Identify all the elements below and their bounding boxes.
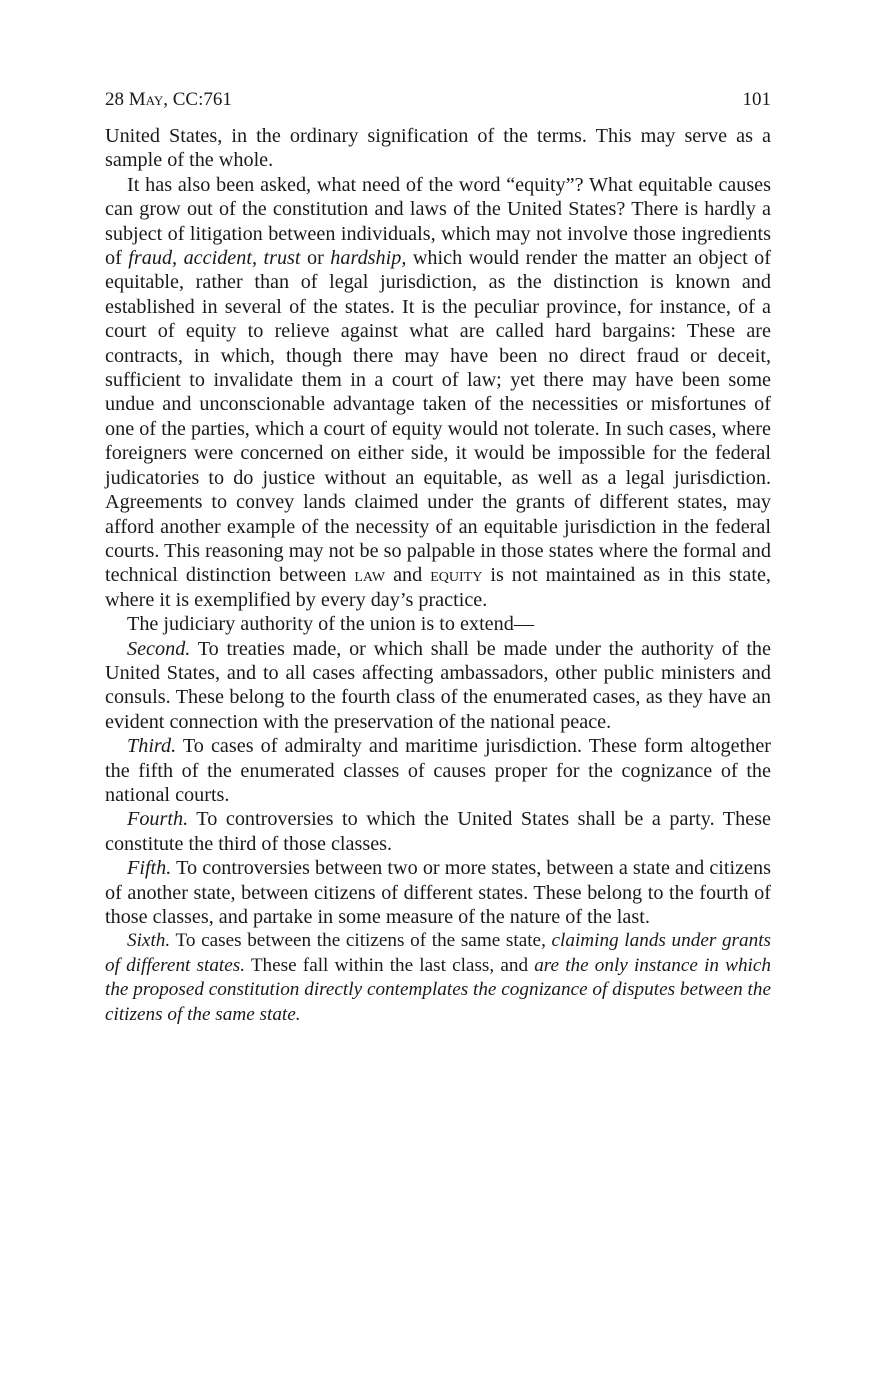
paragraph-judiciary [105, 612, 771, 636]
header-date: 28 [105, 89, 129, 110]
paragraph-text: and [385, 564, 431, 587]
paragraph-text: To treaties made, or which shall be made under the authority of the United States, and to all cases affecting ambassadors, other public ministers and consuls. These belong to the fourth class of the enumerated cases, as they have an evident connection with the preservation of the national peace. [105, 637, 771, 733]
small-caps-term: equity [430, 564, 483, 587]
italic-phrase: hardship, [330, 247, 407, 270]
paragraph-text: It has also been asked, what need of the word “equity”? What equitable causes can grow out of the constitution and laws of the United States? There is hardly a subject of litigation between individuals, which may not involve those ingredients of [105, 173, 771, 270]
paragraph-second [105, 637, 771, 735]
paragraph-text: or [300, 247, 331, 270]
page-number: 101 [742, 89, 771, 110]
paragraph-text: To controversies between two or more states, between a state and citizens of another state, between citizens of different states. These belong to the fourth of those classes, and partake in some measure of the nature of the last. [105, 857, 771, 928]
paragraph-text: To cases of admiralty and maritime jurisdiction. These form altogether the fifth of the enumerated classes of causes proper for the cognizance of the national courts. [105, 735, 771, 806]
paragraph-text: is not maintained as in this state, where it is exemplified by every day’s practice. [105, 564, 771, 611]
document-page [105, 88, 771, 1027]
paragraph-equity [105, 173, 771, 612]
header-month: May [128, 89, 164, 110]
paragraph-text: The judiciary authority of the union is to extend— [127, 613, 535, 636]
paragraph-fourth [105, 807, 771, 856]
clause-label: Fourth. [127, 808, 189, 831]
paragraph-text: These fall within the last class, and [245, 954, 535, 976]
paragraph-text: which would render the matter an object of equitable, rather than of legal jurisdiction, as the distinction is known and established in several of the states. It is the peculiar province, for instance, of a court of equity to relieve against what are called hard bargains: These are contracts, in which, though there may have been no direct fraud or deceit, sufficient to invalidate them in a court of law; yet there may have been some undue and unconscionable advantage taken of the necessities or misfortunes of one of the parties, which a court of equity would not tolerate. In such cases, where foreigners were concerned on either side, it would be impossible for the federal judicatories to do justice without an equitable, as well as a legal jurisdiction. Agreements to convey lands claimed under the grants of different states, may afford another example of the necessity of an equitable jurisdiction in the federal courts. This reasoning may not be so palpable in those states where the formal and technical distinction between [105, 247, 771, 587]
paragraph-text: To controversies to which the United States shall be a party. These constitute the third of those classes. [105, 808, 771, 855]
clause-label: Second. [127, 637, 191, 660]
paragraph-third [105, 734, 771, 807]
header-doc-ref: , CC:761 [163, 89, 232, 110]
small-caps-term: law [354, 564, 386, 587]
paragraph-fifth [105, 856, 771, 929]
italic-phrase: fraud, accident, trust [128, 247, 301, 270]
running-title [105, 88, 232, 112]
running-header [105, 88, 771, 112]
clause-label: Fifth. [127, 857, 172, 880]
paragraph-text: United States, in the ordinary signification of the terms. This may serve as a sample of the whole. [105, 125, 771, 172]
italic-phrase: are the only instance in which the proposed constitution directly contemplates the cognizance of disputes between the citizens of the same state. [105, 954, 771, 1025]
body-text [105, 124, 771, 1027]
clause-label: Sixth. [127, 930, 171, 952]
paragraph-text: To cases between the citizens of the same state, [170, 930, 552, 952]
paragraph-sixth [105, 929, 771, 1027]
clause-label: Third. [127, 735, 177, 758]
italic-phrase: claiming lands under grants of different states. [105, 930, 771, 976]
paragraph-continuation [105, 124, 771, 173]
